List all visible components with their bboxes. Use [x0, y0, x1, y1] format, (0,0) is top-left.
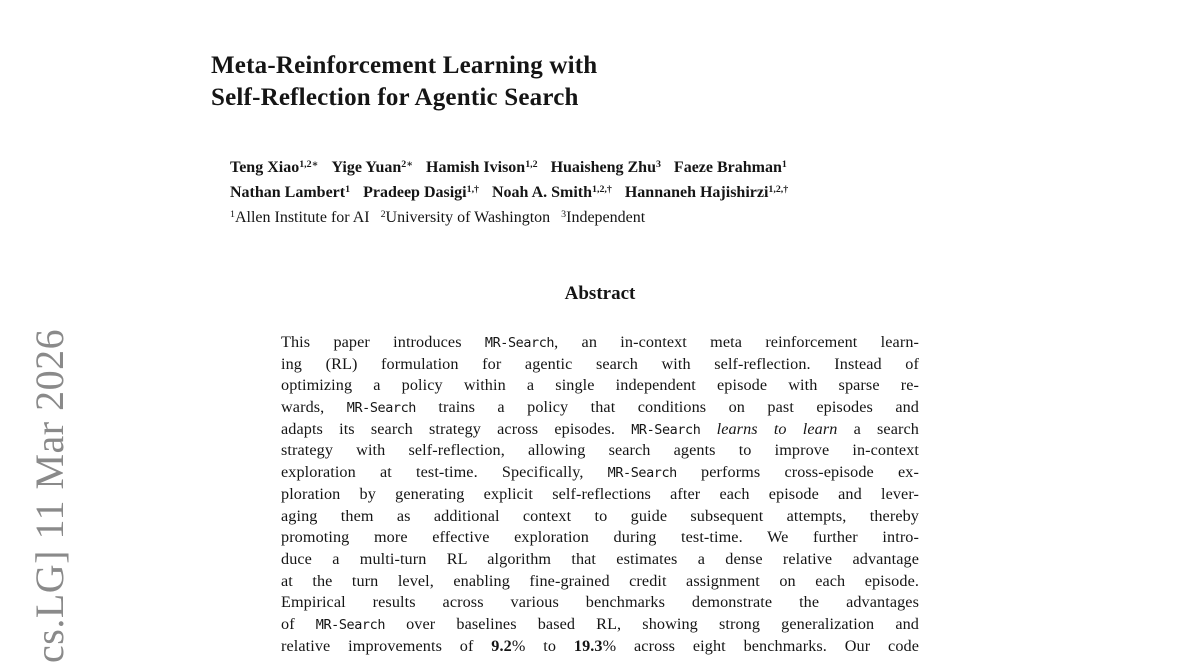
author-superscript: 3 — [655, 158, 661, 170]
author-name: Faeze Brahman$^1$ — [673, 158, 787, 176]
abstract-section — [281, 283, 919, 657]
author-name: Nathan Lambert$^1$ — [230, 183, 351, 201]
author-name: Huaisheng Zhu$^3$ — [550, 158, 661, 176]
method-name: MR-Search — [315, 617, 386, 633]
author-line-1 — [230, 156, 788, 181]
author-name: Teng Xiao$^{1,2∗}$ — [230, 158, 319, 176]
abstract-line: ploration by generating explicit self-reflections after each episode and lever- — [281, 484, 919, 503]
abstract-line: of MR-Search over baselines based RL, showing strong generalization and — [281, 614, 919, 633]
abstract-line: This paper introduces MR-Search, an in-context meta reinforcement learn- — [281, 333, 919, 351]
arxiv-watermark — [26, 329, 73, 663]
abstract-line: adapts its search strategy across episodes. MR-Search learns to learn a search — [281, 419, 919, 438]
author-superscript: 1,2∗ — [299, 158, 319, 170]
affiliation-item: $^3$Independent — [561, 208, 646, 226]
abstract-line: at the turn level, enabling fine-grained credit assignment on each episode. — [281, 571, 919, 590]
arxiv-watermark-text: cs.LG] 11 Mar 2026 — [27, 328, 72, 663]
abstract-line: wards, MR-Search trains a policy that conditions on past episodes and — [281, 398, 919, 417]
paper-title-line: Self-Reflection for Agentic Search — [211, 84, 579, 111]
abstract-line: aging them as additional context to guide subsequent attempts, thereby — [281, 506, 919, 525]
affiliation-superscript: 3 — [561, 208, 567, 220]
author-name: Noah A. Smith$^{1,2,\dagger}$ — [492, 183, 612, 201]
method-name: MR-Search — [607, 466, 677, 482]
abstract-heading: Abstract — [564, 283, 636, 304]
author-line-2 — [230, 181, 788, 206]
author-superscript: 1,2,† — [768, 183, 789, 195]
author-superscript: 1,† — [466, 183, 479, 195]
author-superscript: 1 — [781, 158, 787, 170]
abstract-line: strategy with self-reflection, allowing search agents to improve in-context — [281, 441, 919, 460]
affiliation-item: $^2$University of Washington — [380, 208, 551, 226]
author-name: Hannaneh Hajishirzi$^{1,2,\dagger}$ — [624, 183, 789, 201]
author-name: Hamish Ivison$^{1,2}$ — [426, 158, 538, 176]
author-superscript: 1 — [345, 183, 351, 195]
paper-title — [211, 50, 597, 114]
abstract-line: Empirical results across various benchmarks demonstrate the advantages — [281, 593, 919, 612]
author-name: Pradeep Dasigi$^{1,\dagger}$ — [363, 183, 479, 201]
affiliation-superscript: 2 — [380, 208, 386, 220]
author-superscript: 1,2,† — [592, 183, 612, 195]
method-name: MR-Search — [484, 336, 555, 351]
affiliation-item: $^1$Allen Institute for AI — [230, 208, 370, 226]
author-name: Yige Yuan$^{2∗}$ — [331, 158, 414, 176]
method-name: MR-Search — [346, 401, 416, 417]
affiliation-superscript: 1 — [230, 208, 235, 220]
author-block — [230, 156, 788, 231]
abstract-line: duce a multi-turn RL algorithm that estimates a dense relative advantage — [281, 549, 919, 568]
abstract-line: ing (RL) formulation for agentic search with self-reflection. Instead of — [281, 354, 919, 373]
abstract-line: exploration at test-time. Specifically, MR-Search performs cross-episode ex- — [281, 463, 919, 482]
affiliation-line — [230, 206, 788, 231]
abstract-body — [281, 332, 919, 657]
abstract-line: promoting more effective exploration during test-time. We further intro- — [281, 528, 919, 547]
abstract-line: optimizing a policy within a single independent episode with sparse re- — [281, 376, 919, 395]
method-name: MR-Search — [631, 422, 701, 438]
author-superscript: 2∗ — [401, 158, 414, 170]
author-superscript: 1,2 — [525, 158, 538, 170]
paper-title-line: Meta-Reinforcement Learning with — [211, 52, 598, 79]
abstract-line: relative improvements of 9.2% to 19.3% across eight benchmarks. Our code — [281, 636, 919, 655]
